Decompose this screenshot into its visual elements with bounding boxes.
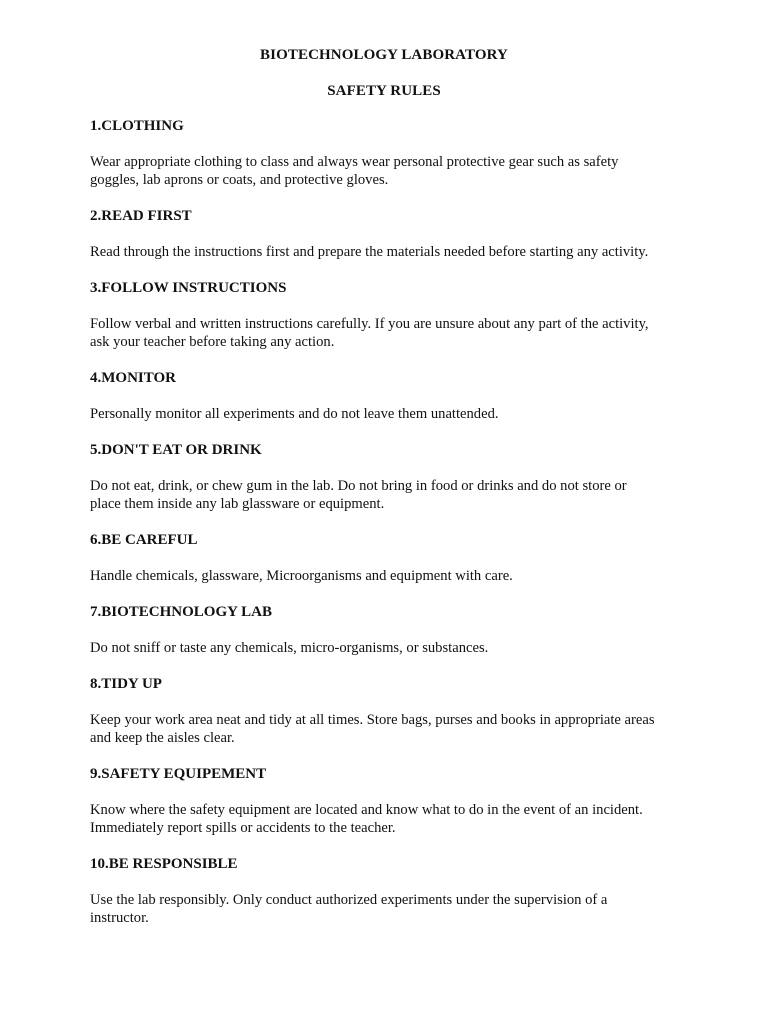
rule-text-line: Wear appropriate clothing to class and always wear personal protective gear such as safety	[90, 154, 619, 170]
rule-item	[90, 603, 680, 657]
document-title: BIOTECHNOLOGY LABORATORY	[260, 47, 508, 63]
rule-text-line: Know where the safety equipment are located and know what to do in the event of an incident.	[90, 802, 643, 818]
rule-text-line: Immediately report spills or accidents to the teacher.	[90, 820, 396, 836]
rule-text	[90, 801, 680, 837]
rules-list	[90, 117, 680, 945]
rule-item	[90, 207, 680, 261]
rule-text-line: Read through the instructions first and prepare the materials needed before starting any activity.	[90, 244, 649, 260]
rule-text-line: Handle chemicals, glassware, Microorganisms and equipment with care.	[90, 568, 513, 584]
rule-heading: 2.READ FIRST	[90, 208, 192, 224]
rule-text-line: and keep the aisles clear.	[90, 730, 235, 746]
rule-heading: 9.SAFETY EQUIPEMENT	[90, 766, 267, 782]
rule-heading: 3.FOLLOW INSTRUCTIONS	[90, 280, 287, 296]
document-subtitle: SAFETY RULES	[327, 83, 441, 99]
rule-item	[90, 855, 680, 927]
rule-text	[90, 567, 680, 585]
rule-text-line: Follow verbal and written instructions carefully. If you are unsure about any part of the activity,	[90, 316, 649, 332]
rule-text-line: Use the lab responsibly. Only conduct authorized experiments under the supervision of a	[90, 892, 608, 908]
rule-text-line: Do not eat, drink, or chew gum in the lab. Do not bring in food or drinks and do not store or	[90, 478, 627, 494]
rule-item	[90, 441, 680, 513]
rule-text-line: goggles, lab aprons or coats, and protective gloves.	[90, 172, 389, 188]
rule-text	[90, 711, 680, 747]
rule-item	[90, 117, 680, 189]
rule-text-line: Do not sniff or taste any chemicals, micro-organisms, or substances.	[90, 640, 489, 656]
rule-text-line: ask your teacher before taking any action.	[90, 334, 335, 350]
rule-text	[90, 639, 680, 657]
rule-text	[90, 315, 680, 351]
rule-item	[90, 531, 680, 585]
rule-text-line: Personally monitor all experiments and do not leave them unattended.	[90, 406, 499, 422]
rule-text-line: Keep your work area neat and tidy at all times. Store bags, purses and books in appropriate areas	[90, 712, 655, 728]
rule-item	[90, 369, 680, 423]
rule-text	[90, 477, 680, 513]
rule-item	[90, 675, 680, 747]
rule-heading: 1.CLOTHING	[90, 118, 184, 134]
rule-heading: 7.BIOTECHNOLOGY LAB	[90, 604, 272, 620]
rule-text-line: place them inside any lab glassware or equipment.	[90, 496, 385, 512]
rule-text	[90, 405, 680, 423]
rule-item	[90, 279, 680, 351]
rule-heading: 6.BE CAREFUL	[90, 532, 198, 548]
rule-text	[90, 153, 680, 189]
rule-heading: 4.MONITOR	[90, 370, 176, 386]
rule-text	[90, 891, 680, 927]
rule-heading: 8.TIDY UP	[90, 676, 162, 692]
rule-text-line: instructor.	[90, 910, 149, 926]
rule-heading: 5.DON'T EAT OR DRINK	[90, 442, 262, 458]
rule-heading: 10.BE RESPONSIBLE	[90, 856, 238, 872]
rule-item	[90, 765, 680, 837]
rule-text	[90, 243, 680, 261]
